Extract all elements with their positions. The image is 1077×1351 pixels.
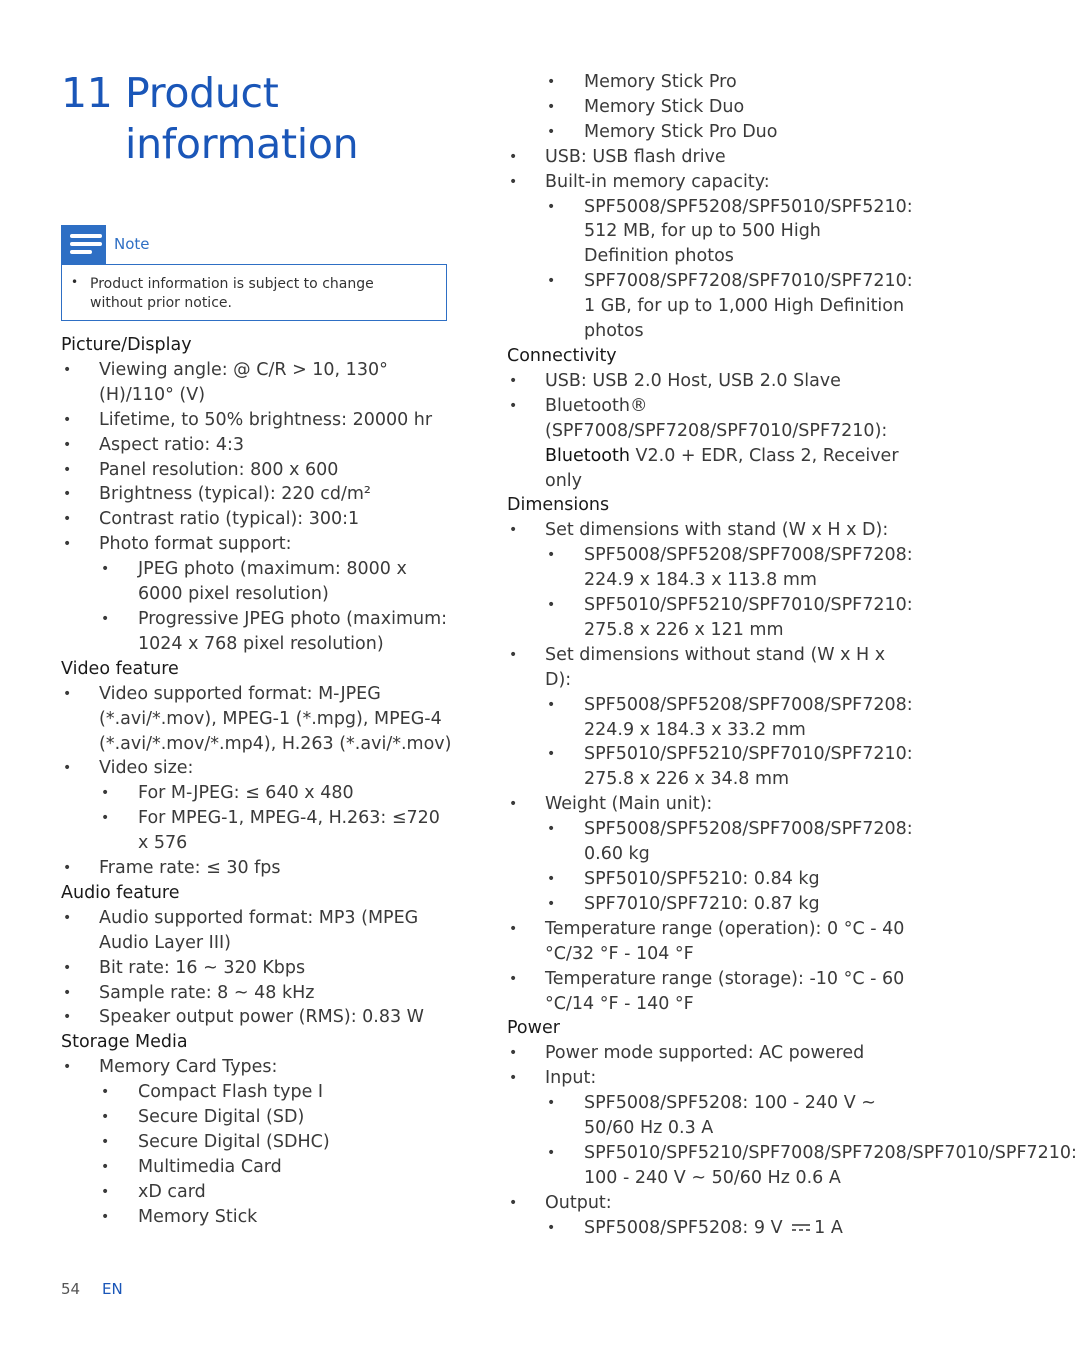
sub-list-item: • SPF5008/SPF5208/SPF7008/SPF7208: 224.9 x 184.3 x 113.8 mm (507, 543, 907, 593)
sub-list-item: • SPF5010/SPF5210: 0.84 kg (507, 867, 907, 892)
output-prefix: SPF5008/SPF5208: 9 V (584, 1217, 783, 1238)
video-list (61, 682, 453, 881)
connectivity-heading: Connectivity (507, 345, 617, 366)
note-bullet: • (71, 275, 79, 289)
list-item: • Memory Card Types: (61, 1055, 453, 1080)
bluetooth-prefix: Bluetooth® (SPF7008/SPF7208/SPF7010/SPF7210): (545, 395, 888, 441)
note-text: Product information is subject to change without prior notice. (90, 276, 374, 311)
sub-list-item: • Secure Digital (SD) (61, 1105, 453, 1130)
storage-list (61, 1055, 453, 1229)
power-heading: Power (507, 1018, 560, 1039)
list-item: • Built-in memory capacity: (507, 170, 907, 195)
sub-list-item: • JPEG photo (maximum: 8000 x 6000 pixel resolution) (61, 557, 453, 607)
bluetooth-suffix: V2.0 + EDR, Class 2, Receiver only (545, 445, 899, 491)
list-item: • Contrast ratio (typical): 300:1 (61, 507, 453, 532)
sub-list-item: • Compact Flash type I (61, 1080, 453, 1105)
sub-list-item: • SPF7010/SPF7210: 0.87 kg (507, 892, 907, 917)
sub-list-item: • Secure Digital (SDHC) (61, 1130, 453, 1155)
storage-heading: Storage Media (61, 1032, 188, 1053)
note-body (61, 264, 447, 321)
list-item: • Power mode supported: AC powered (507, 1041, 907, 1066)
picture-display-list (61, 358, 453, 657)
sub-list-item: • SPF7008/SPF7208/SPF7010/SPF7210: 1 GB, for up to 1,000 High Definition photos (507, 269, 907, 344)
list-item (507, 394, 907, 494)
list-item: • Video size: (61, 756, 453, 781)
list-item: • Photo format support: (61, 532, 453, 557)
list-item: • Audio supported format: MP3 (MPEG Audio Layer III) (61, 906, 453, 956)
sub-list-item: • Memory Stick (61, 1205, 453, 1230)
list-item: • Panel resolution: 800 x 600 (61, 458, 453, 483)
page-number: 54 (61, 1280, 81, 1298)
storage-cont-list (507, 70, 913, 344)
sub-list-item: • SPF5008/SPF5208/SPF7008/SPF7208: 224.9 x 184.3 x 33.2 mm (507, 693, 907, 743)
list-item: • Speaker output power (RMS): 0.83 W (61, 1005, 453, 1030)
language-code: EN (102, 1280, 123, 1298)
audio-list (61, 906, 453, 1031)
video-heading: Video feature (61, 658, 179, 679)
sub-list-item: • SPF5010/SPF5210/SPF7008/SPF7208/SPF7010/SPF7210: 100 - 240 V ~ 50/60 Hz 0.6 A (507, 1141, 907, 1191)
list-item: • Lifetime, to 50% brightness: 20000 hr (61, 408, 453, 433)
left-column (61, 333, 453, 1230)
chapter-title-line2: information (125, 120, 359, 168)
chapter-title-line1: Product (125, 69, 279, 117)
list-item: • Set dimensions with stand (W x H x D): (507, 518, 907, 543)
list-item: • Output: (507, 1191, 907, 1216)
picture-display-heading: Picture/Display (61, 335, 192, 355)
list-item: • USB: USB 2.0 Host, USB 2.0 Slave (507, 369, 907, 394)
dimensions-list (507, 518, 913, 1016)
list-item: • Set dimensions without stand (W x H x D): (507, 643, 907, 693)
list-item: • Input: (507, 1066, 907, 1091)
sub-list-item: • SPF5008/SPF5208/SPF7008/SPF7208: 0.60 kg (507, 817, 907, 867)
list-item: • Aspect ratio: 4:3 (61, 433, 453, 458)
sub-list-item: • xD card (61, 1180, 453, 1205)
list-item: • Frame rate: ≤ 30 fps (61, 856, 453, 881)
sub-list-item: • For M-JPEG: ≤ 640 x 480 (61, 781, 453, 806)
note-icon (61, 225, 106, 264)
list-item: • Temperature range (operation): 0 °C - 40 °C/32 °F - 104 °F (507, 917, 907, 967)
list-item: • Video supported format: M-JPEG (*.avi/*.mov), MPEG-1 (*.mpg), MPEG-4 (*.avi/*.mov/*.mp4), H.263 (*.avi/*.mov) (61, 682, 453, 757)
power-list (507, 1041, 1077, 1240)
sub-list-item: • SPF5010/SPF5210/SPF7010/SPF7210: 275.8 x 226 x 121 mm (507, 593, 907, 643)
list-item: • Bit rate: 16 ~ 320 Kbps (61, 956, 453, 981)
sub-list-item: • Memory Stick Duo (507, 95, 907, 120)
sub-list-item (507, 1216, 907, 1241)
dimensions-heading: Dimensions (507, 495, 610, 516)
list-item: • Viewing angle: @ C/R > 10, 130° (H)/110° (V) (61, 358, 453, 408)
connectivity-list (507, 369, 907, 494)
list-item: • Temperature range (storage): -10 °C - 60 °C/14 °F - 140 °F (507, 967, 907, 1017)
list-item: • Brightness (typical): 220 cd/m² (61, 482, 453, 507)
sub-list-item: • Memory Stick Pro (507, 70, 907, 95)
dc-symbol-icon (791, 1223, 811, 1233)
right-column (507, 70, 1077, 1241)
list-item: • Sample rate: 8 ~ 48 kHz (61, 981, 453, 1006)
sub-list-item: • Multimedia Card (61, 1155, 453, 1180)
sub-list-item: • SPF5010/SPF5210/SPF7010/SPF7210: 275.8 x 226 x 34.8 mm (507, 742, 907, 792)
sub-list-item: • For MPEG-1, MPEG-4, H.263: ≤720 x 576 (61, 806, 453, 856)
note-title: Note (114, 235, 150, 253)
note-box (61, 225, 447, 321)
list-item: • USB: USB flash drive (507, 145, 907, 170)
page-footer (61, 1280, 123, 1298)
sub-list-item: • SPF5008/SPF5208: 100 - 240 V ~ 50/60 Hz 0.3 A (507, 1091, 907, 1141)
audio-heading: Audio feature (61, 882, 180, 903)
list-item: • Weight (Main unit): (507, 792, 907, 817)
note-header (61, 225, 447, 264)
sub-list-item: • SPF5008/SPF5208/SPF5010/SPF5210: 512 MB, for up to 500 High Definition photos (507, 195, 907, 270)
sub-list-item: • Memory Stick Pro Duo (507, 120, 907, 145)
output-suffix: 1 A (814, 1217, 843, 1238)
chapter-number: 11 (61, 69, 113, 117)
sub-list-item: • Progressive JPEG photo (maximum: 1024 x 768 pixel resolution) (61, 607, 453, 657)
bluetooth-bold: Bluetooth (545, 445, 630, 466)
